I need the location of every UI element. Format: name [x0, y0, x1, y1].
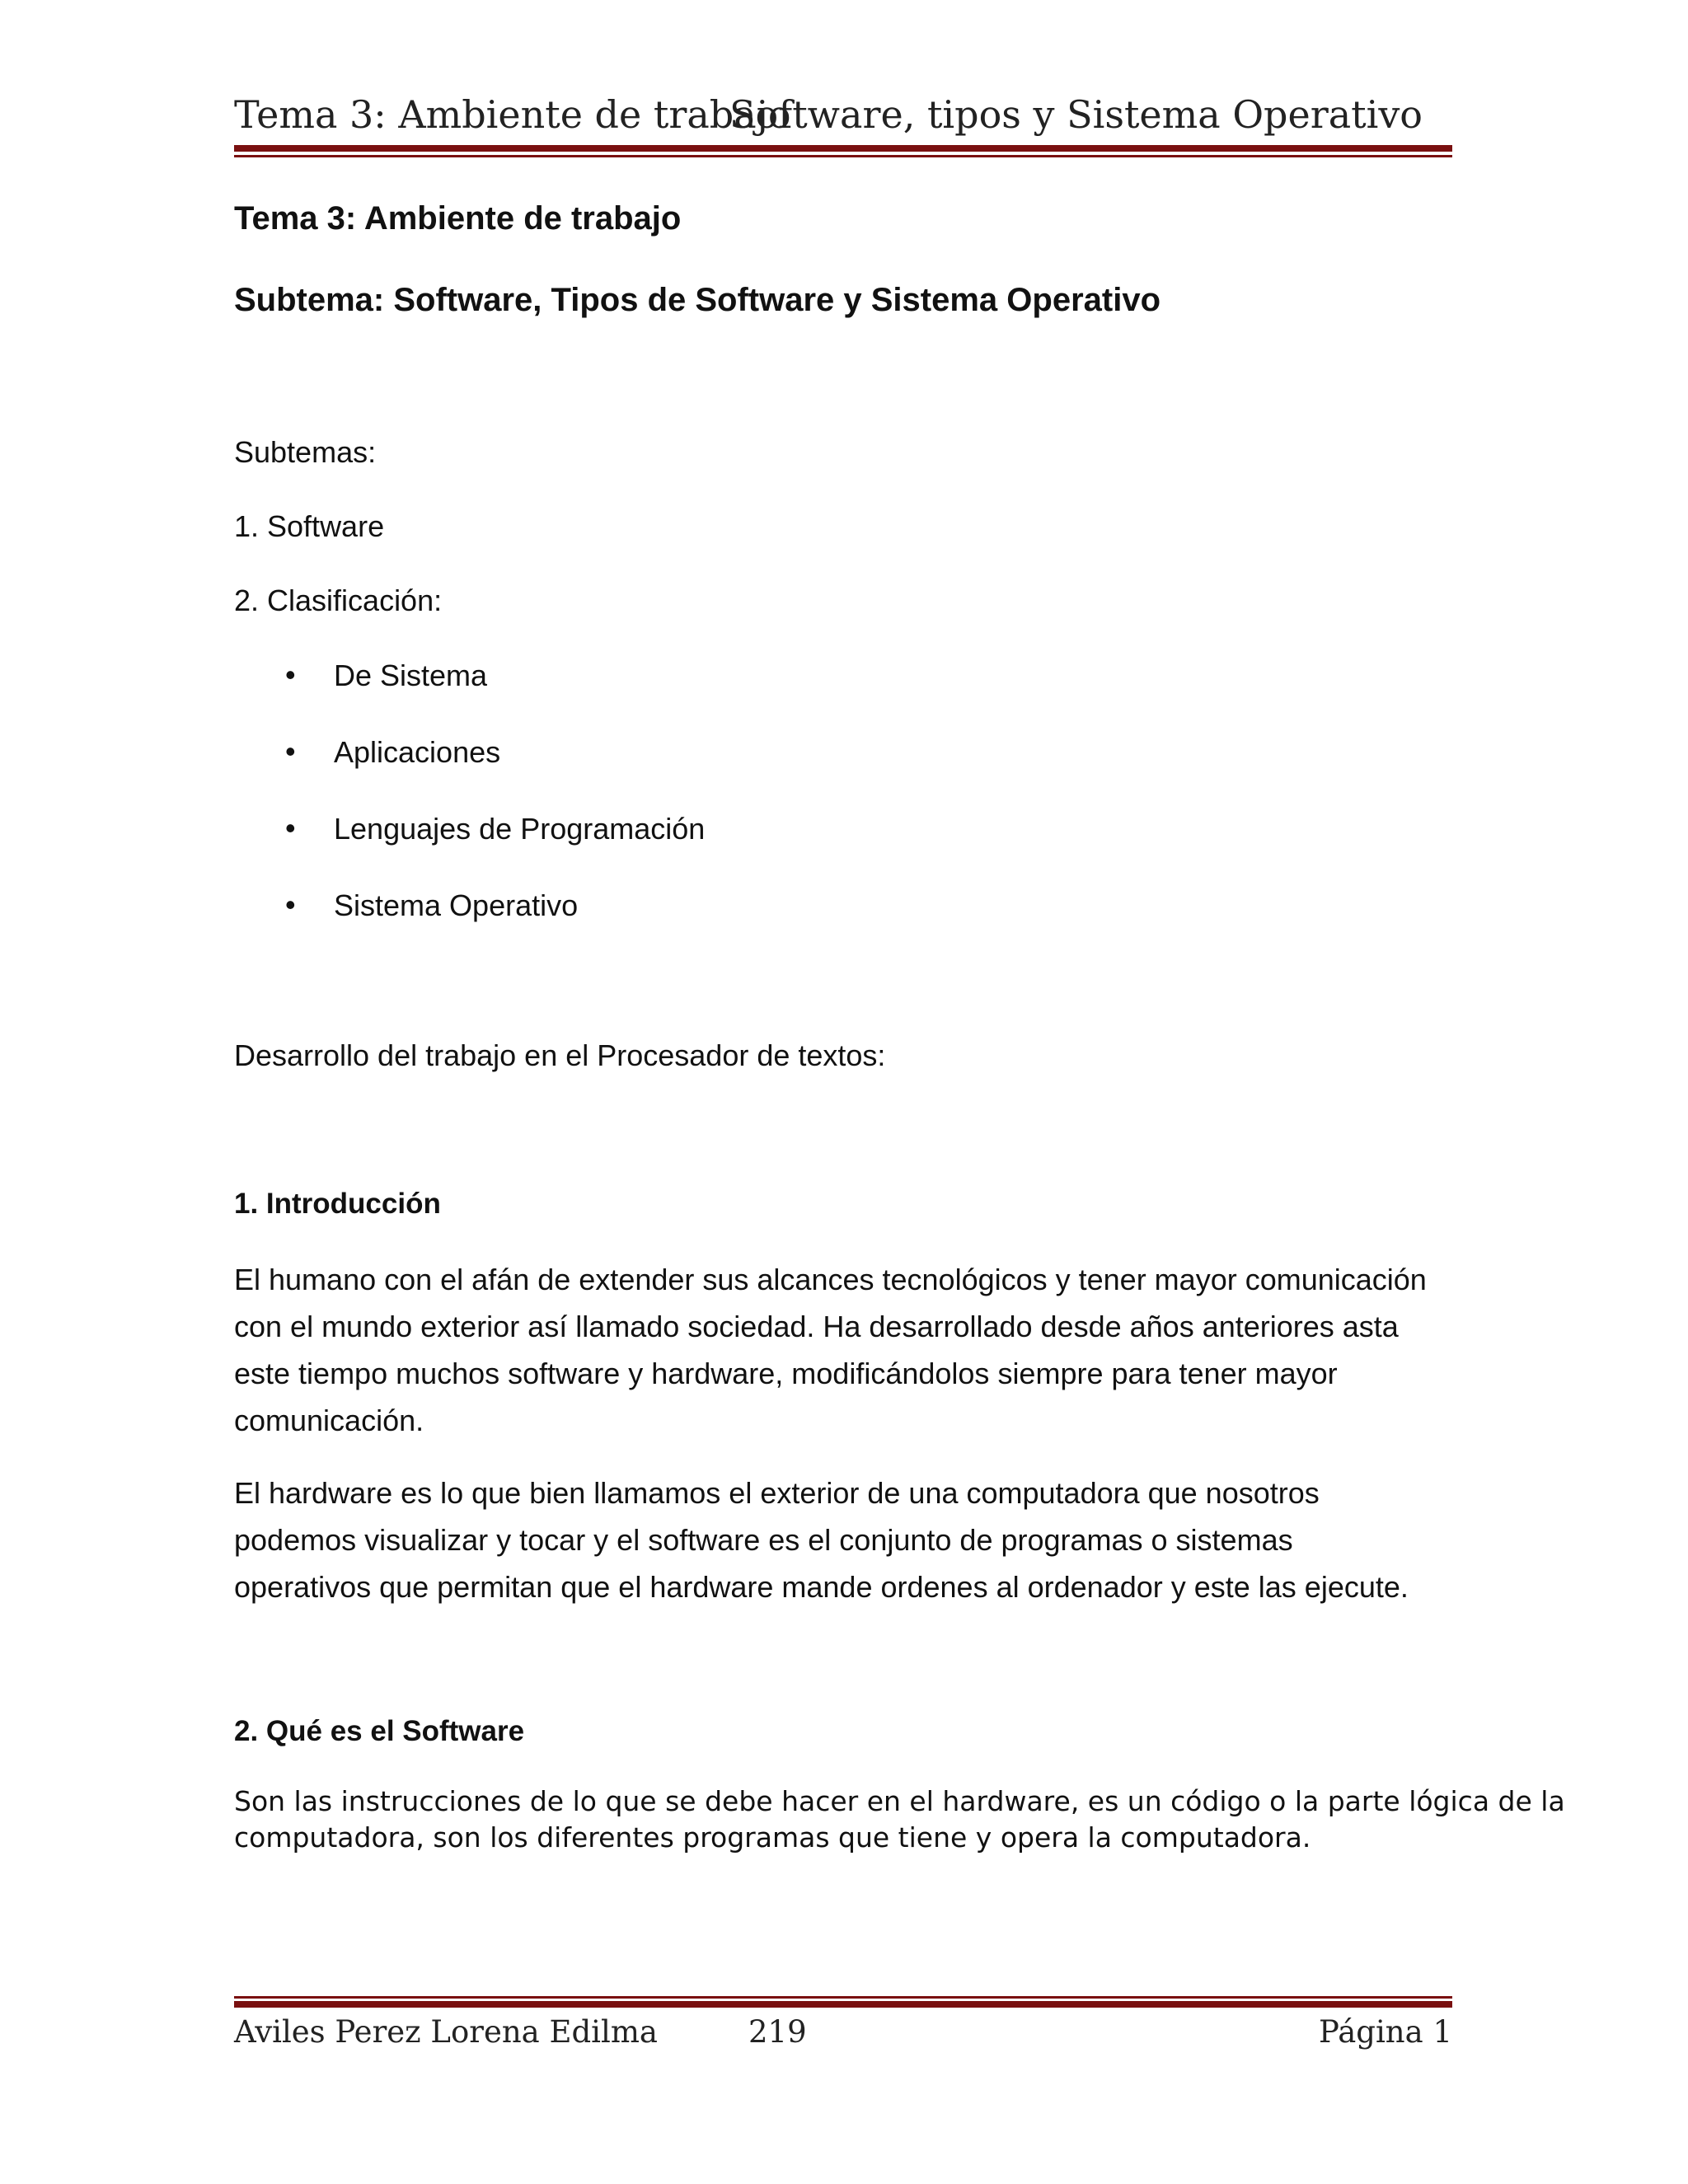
paragraph-line: comunicación. — [234, 1404, 424, 1437]
desarrollo-text: Desarrollo del trabajo en el Procesador de textos: — [234, 1038, 886, 1072]
header-rule-thin — [234, 155, 1452, 157]
footer-author: Aviles Perez Lorena Edilma — [234, 2014, 658, 2050]
list-item: Aplicaciones — [334, 735, 501, 769]
bullet-icon: • — [285, 888, 296, 921]
footer-rule-thick — [234, 2001, 1452, 2008]
paragraph-line: este tiempo muchos software y hardware, modificándolos siempre para tener mayor — [234, 1357, 1338, 1390]
subtema-item-1: 1. Software — [234, 509, 385, 543]
paragraph-line: podemos visualizar y tocar y el software es el conjunto de programas o sistemas — [234, 1523, 1293, 1557]
footer-page-number: Página 1 — [1318, 2014, 1452, 2050]
subtema-item-2: 2. Clasificación: — [234, 583, 443, 617]
list-item: De Sistema — [334, 658, 488, 692]
paragraph-line: El hardware es lo que bien llamamos el exterior de una computadora que nosotros — [234, 1476, 1320, 1510]
intro-paragraph-2 — [234, 1469, 1452, 1610]
page-footer — [234, 2014, 1452, 2055]
footer-rule-thin — [234, 1996, 1452, 1999]
list-item: Lenguajes de Programación — [334, 812, 706, 846]
bullet-icon: • — [285, 658, 296, 691]
software-paragraph — [234, 1783, 1565, 1856]
bullet-icon: • — [285, 811, 296, 845]
paragraph-line: El humano con el afán de extender sus alcances tecnológicos y tener mayor comunicación — [234, 1263, 1427, 1296]
header-rule-thick — [234, 145, 1452, 152]
section-heading-software: 2. Qué es el Software — [234, 1715, 525, 1747]
section-heading-introduccion: 1. Introducción — [234, 1188, 441, 1220]
footer-number: 219 — [748, 2014, 807, 2050]
page-subtitle: Subtema: Software, Tipos de Software y Sistema Operativo — [234, 282, 1161, 318]
page-header — [234, 92, 1452, 145]
bullet-icon: • — [285, 734, 296, 768]
list-item: Sistema Operativo — [334, 888, 579, 922]
paragraph-line: computadora, son los diferentes programas que tiene y opera la computadora. — [234, 1821, 1311, 1854]
intro-paragraph-1 — [234, 1256, 1452, 1444]
paragraph-line: con el mundo exterior así llamado sociedad. Ha desarrollado desde años anteriores asta — [234, 1310, 1399, 1343]
paragraph-line: operativos que permitan que el hardware mande ordenes al ordenador y este las ejecute. — [234, 1570, 1409, 1604]
subtemas-label: Subtemas: — [234, 435, 377, 469]
header-left-text: Tema 3: Ambiente de trabajo — [234, 92, 791, 137]
header-right-text: Software, tipos y Sistema Operativo — [729, 92, 1423, 137]
paragraph-line: Son las instrucciones de lo que se debe hacer en el hardware, es un código o la parte lógica de la — [234, 1785, 1565, 1817]
page-title: Tema 3: Ambiente de trabajo — [234, 200, 682, 237]
